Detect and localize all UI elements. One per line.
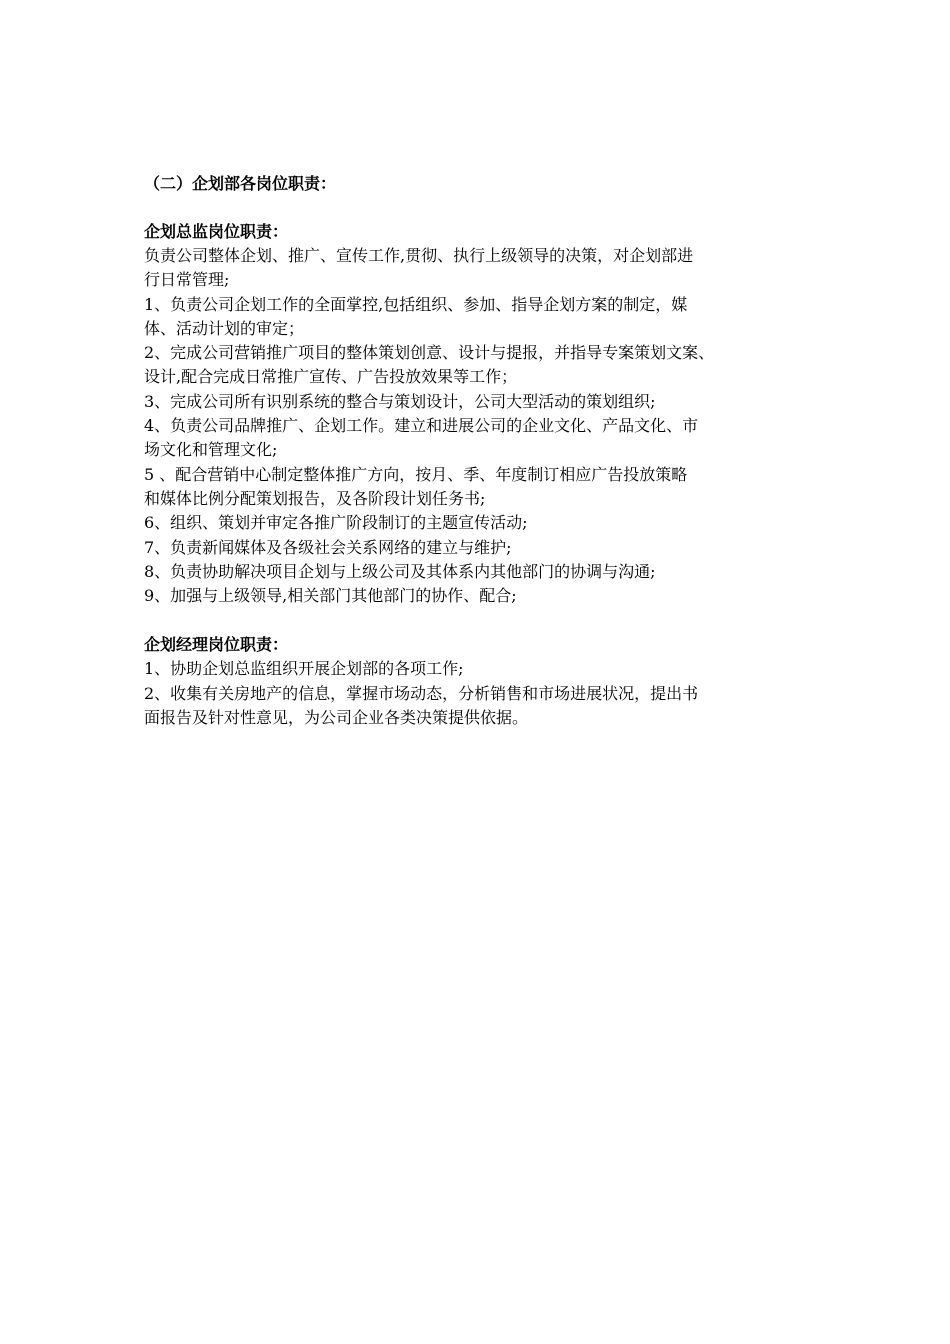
section-heading-manager: 企划经理岗位职责：: [144, 635, 289, 655]
paragraph-line: 7、负责新闻媒体及各级社会关系网络的建立与维护;: [144, 537, 512, 557]
paragraph-line: 面报告及针对性意见，为公司企业各类决策提供依据。: [144, 708, 529, 728]
paragraph-line: 5 、配合营销中心制定整体推广方向，按月、季、年度制订相应广告投放策略: [144, 464, 688, 484]
paragraph-line: 4、负责公司品牌推广、企划工作。建立和进展公司的企业文化、产品文化、市: [144, 416, 699, 436]
document-page: [144, 172, 809, 730]
paragraph-line: 1、负责公司企划工作的全面掌控,包括组织、参加、指导企划方案的制定，媒: [144, 294, 688, 314]
paragraph-line: 2、收集有关房地产的信息，掌握市场动态，分析销售和市场进展状况，提出书: [144, 683, 699, 703]
paragraph-line: 设计,配合完成日常推广宣传、广告投放效果等工作；: [144, 367, 518, 387]
paragraph-line: 1、协助企划总监组织开展企划部的各项工作;: [144, 659, 464, 679]
paragraph-line: 场文化和管理文化;: [144, 440, 278, 460]
document-title: （二）企划部各岗位职责：: [144, 174, 337, 193]
paragraph-line: 9、加强与上级领导,相关部门其他部门的协作、配合;: [144, 586, 517, 606]
section-director: [144, 220, 809, 608]
paragraph-line: 6、组织、策划并审定各推广阶段制订的主题宣传活动;: [144, 513, 528, 533]
section-spacer: [144, 608, 809, 633]
paragraph-line: 3、完成公司所有识别系统的整合与策划设计，公司大型活动的策划组织;: [144, 391, 656, 411]
section-heading-director: 企划总监岗位职责：: [144, 222, 289, 241]
paragraph-line: 负责公司整体企划、推广、宣传工作,贯彻、执行上级领导的决策，对企划部进: [144, 246, 694, 265]
section-manager: [144, 633, 809, 730]
paragraph-line: 8、负责协助解决项目企划与上级公司及其体系内其他部门的协调与沟通;: [144, 561, 656, 581]
paragraph-line: 和媒体比例分配策划报告，及各阶段计划任务书;: [144, 488, 486, 508]
paragraph-line: 行日常管理;: [144, 270, 230, 290]
paragraph-line: 2、完成公司营销推广项目的整体策划创意、设计与提报，并指导专案策划文案、: [144, 343, 715, 363]
paragraph-line: 体、活动计划的审定；: [144, 318, 305, 338]
